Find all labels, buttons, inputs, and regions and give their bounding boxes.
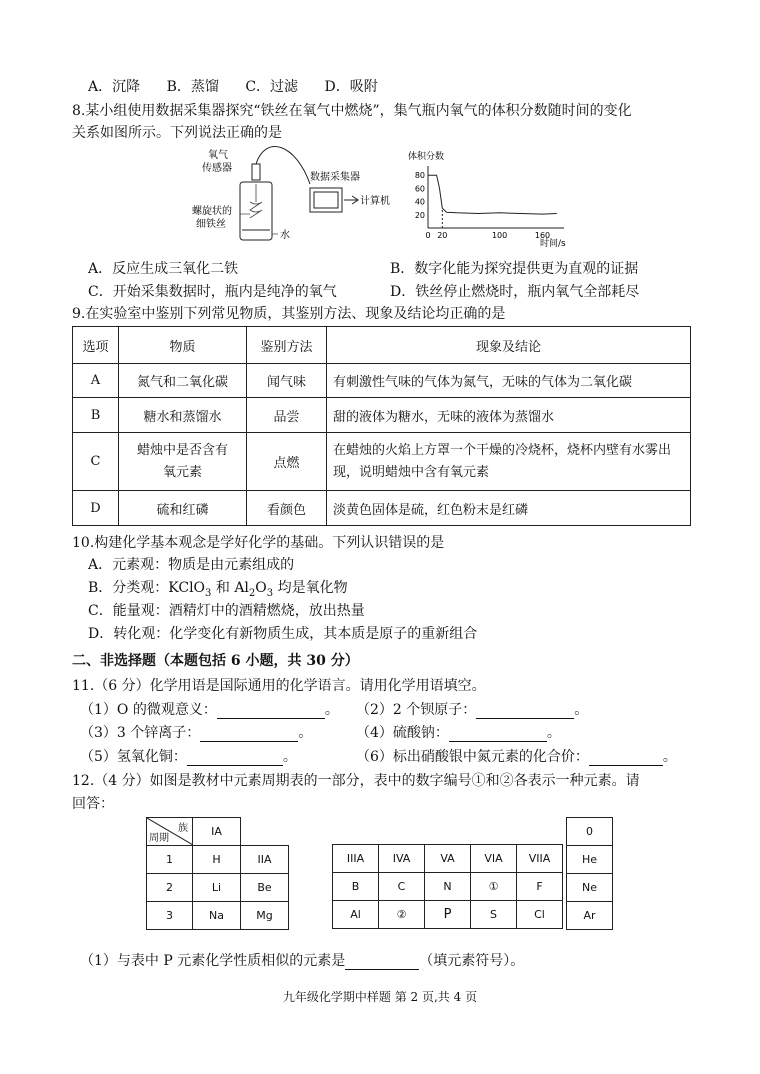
q9-row-c-result: 在蜡烛的火焰上方罩一个干燥的冷烧杯，烧杯内壁有水雾出现，说明蜡烛中含有氧元素 (327, 433, 691, 491)
q7-option-c: C．过滤 (245, 79, 299, 95)
q9-row-c-method: 点燃 (247, 433, 327, 491)
chart-y-tick-label: 40 (414, 197, 425, 207)
period-2: 2 (147, 874, 193, 902)
q9-stem: 9.在实验室中鉴别下列常见物质，其鉴别方法、现象及结论均正确的是 (72, 306, 506, 322)
q8-option-a: A．反应生成三氧化二铁 (88, 261, 239, 277)
element-mg: Mg (241, 902, 289, 930)
chart-y-tick-label: 60 (414, 184, 425, 194)
q9-row-d-substance: 硫和红磷 (119, 491, 247, 526)
element-be: Be (241, 874, 289, 902)
q12-stem-line1: 12.（4 分）如图是教材中元素周期表的一部分，表中的数字编号①和②各表示一种元素。请 (72, 773, 640, 789)
q8-stem-line2: 关系如图所示。下列说法正确的是 (72, 125, 282, 141)
q12-stem-line2: 回答： (72, 796, 114, 812)
corner-group-label: 族 (178, 823, 188, 834)
element-cl: Cl (517, 901, 563, 929)
q8-stem-line1: 8.某小组使用数据采集器探究“铁丝在氧气中燃烧”，集气瓶内氧气的体积分数随时间的变化 (72, 103, 632, 119)
q10-option-a: A．元素观：物质是由元素组成的 (88, 557, 295, 573)
element-c: C (379, 873, 425, 901)
q9-header-method: 鉴别方法 (247, 327, 327, 364)
corner-period-label: 周期 (149, 833, 169, 844)
period-1: 1 (147, 846, 193, 874)
q9-row-a-result: 有刺激性气味的气体为氮气，无味的气体为二氧化碳 (327, 364, 691, 398)
q9-row-a-option: A (73, 364, 119, 398)
element-h: H (193, 846, 241, 874)
q9-row-d-result: 淡黄色固体是硫，红色粉末是红磷 (327, 491, 691, 526)
chart-series-line (428, 175, 557, 214)
q7-options (88, 78, 400, 96)
q10-option-d: D．转化观：化学变化有新物质生成，其本质是原子的重新组合 (88, 626, 478, 642)
water-label: 水 (280, 230, 290, 241)
element-al: Al (333, 901, 379, 929)
q9-header-result: 现象及结论 (327, 327, 691, 364)
q11-blank-5[interactable] (187, 751, 283, 766)
computer-label: 计算机 (360, 196, 390, 207)
sensor-probe (252, 164, 260, 180)
element-na: Na (193, 902, 241, 930)
q11-item-5: （5）氢氧化铜： 。 (80, 749, 297, 765)
periodic-table-right (332, 844, 563, 929)
corner-cell (147, 818, 193, 846)
period-3: 3 (147, 902, 193, 930)
q10-option-c: C．能量观：酒精灯中的酒精燃烧，放出热量 (88, 603, 365, 619)
q7-option-d: D．吸附 (324, 79, 378, 95)
chart-x-tick-label: 100 (491, 231, 508, 240)
chart-ylabel: 体积分数 (408, 152, 445, 162)
chart-x-tick-label: 0 (425, 231, 431, 240)
periodic-table-group0 (566, 817, 613, 930)
group-iia: IIA (241, 846, 289, 874)
group-ia: IA (193, 818, 241, 846)
cable (256, 147, 310, 184)
q8-apparatus-figure (186, 144, 406, 252)
q9-row-c-substance: 蜡烛中是否含有氧元素 (119, 433, 247, 491)
wire-label-2: 细铁丝 (196, 219, 226, 230)
q11-blank-2[interactable] (476, 704, 574, 719)
q12-sub-1: （1）与表中 P 元素化学性质相似的元素是 （填元素符号）。 (80, 953, 525, 969)
element-li: Li (193, 874, 241, 902)
sensor-label-1: 氧气 (208, 150, 228, 161)
q10-stem: 10.构建化学基本观念是学好化学的基础。下列认识错误的是 (72, 535, 445, 551)
q8-option-d: D．铁丝停止燃烧时，瓶内氧气全部耗尽 (390, 284, 640, 300)
chart-y-tick-label: 80 (414, 171, 425, 181)
page-footer: 九年级化学期中样题 第 2 页,共 4 页 (282, 990, 478, 1004)
q9-table (72, 326, 691, 526)
q8-option-b: B．数字化能为探究提供更为直观的证据 (390, 261, 639, 277)
element-s: S (471, 901, 517, 929)
q12-blank-1[interactable] (345, 955, 419, 970)
oxygen-fraction-chart (406, 148, 582, 250)
q11-item-2: （2）2 个钡原子： 。 (356, 702, 589, 718)
q9-row-b-option: B (73, 398, 119, 433)
element-ar: Ar (567, 902, 613, 930)
q11-item-4: （4）硫酸钠： 。 (356, 725, 561, 741)
element-mark-2: ② (379, 901, 425, 929)
q11-item-3: （3）3 个锌离子： 。 (80, 725, 313, 741)
element-ne: Ne (567, 874, 613, 902)
q11-item-1: （1）O 的微观意义： 。 (80, 702, 339, 718)
element-b: B (333, 873, 379, 901)
q11-item-6: （6）标出硝酸银中氮元素的化合价： 。 (356, 749, 677, 765)
collector-label: 数据采集器 (310, 172, 360, 183)
q9-row-b-method: 品尝 (247, 398, 327, 433)
chart-x-tick-label: 160 (534, 231, 551, 240)
element-n: N (425, 873, 471, 901)
q9-row-d-option: D (73, 491, 119, 526)
q9-header-option: 选项 (73, 327, 119, 364)
element-f: F (517, 873, 563, 901)
q11-stem: 11.（6 分）化学用语是国际通用的化学语言。请用化学用语填空。 (72, 678, 486, 694)
element-mark-1: ① (471, 873, 517, 901)
group-viia: VIIA (517, 845, 563, 873)
q9-row-a-substance: 氮气和二氧化碳 (119, 364, 247, 398)
group-0: 0 (567, 818, 613, 846)
group-va: VA (425, 845, 471, 873)
sensor-label-2: 传感器 (202, 163, 232, 174)
chart-y-tick-label: 20 (414, 210, 425, 220)
chart-x-tick-label: 20 (437, 231, 448, 240)
q11-blank-1[interactable] (217, 704, 325, 719)
group-iva: IVA (379, 845, 425, 873)
q9-header-substance: 物质 (119, 327, 247, 364)
q11-blank-3[interactable] (200, 727, 298, 742)
group-via: VIA (471, 845, 517, 873)
periodic-table-left (146, 817, 289, 930)
q8-option-c: C．开始采集数据时，瓶内是纯净的氧气 (88, 284, 337, 300)
q11-blank-4[interactable] (449, 727, 547, 742)
q9-row-d-method: 看颜色 (247, 491, 327, 526)
element-p: P (425, 901, 471, 929)
chart-xlabel: 时间/s (540, 239, 566, 249)
q7-option-a: A．沉降 (88, 79, 141, 95)
section-2-heading: 二、非选择题（本题包括 6 小题，共 30 分） (72, 653, 359, 669)
q9-row-a-method: 闻气味 (247, 364, 327, 398)
arrow-to-computer (344, 196, 358, 204)
q10-option-b: B．分类观：KClO$_3$ 和 $Al_2O_3$ 均是氧化物 (88, 580, 348, 599)
q9-row-c-option: C (73, 433, 119, 491)
q9-row-b-result: 甜的液体为糖水，无味的液体为蒸馏水 (327, 398, 691, 433)
q7-option-b: B．蒸馏 (166, 79, 219, 95)
wire-label-1: 螺旋状的 (192, 206, 232, 217)
q9-row-b-substance: 糖水和蒸馏水 (119, 398, 247, 433)
q11-blank-6[interactable] (589, 751, 663, 766)
element-he: He (567, 846, 613, 874)
group-iiia: IIIA (333, 845, 379, 873)
